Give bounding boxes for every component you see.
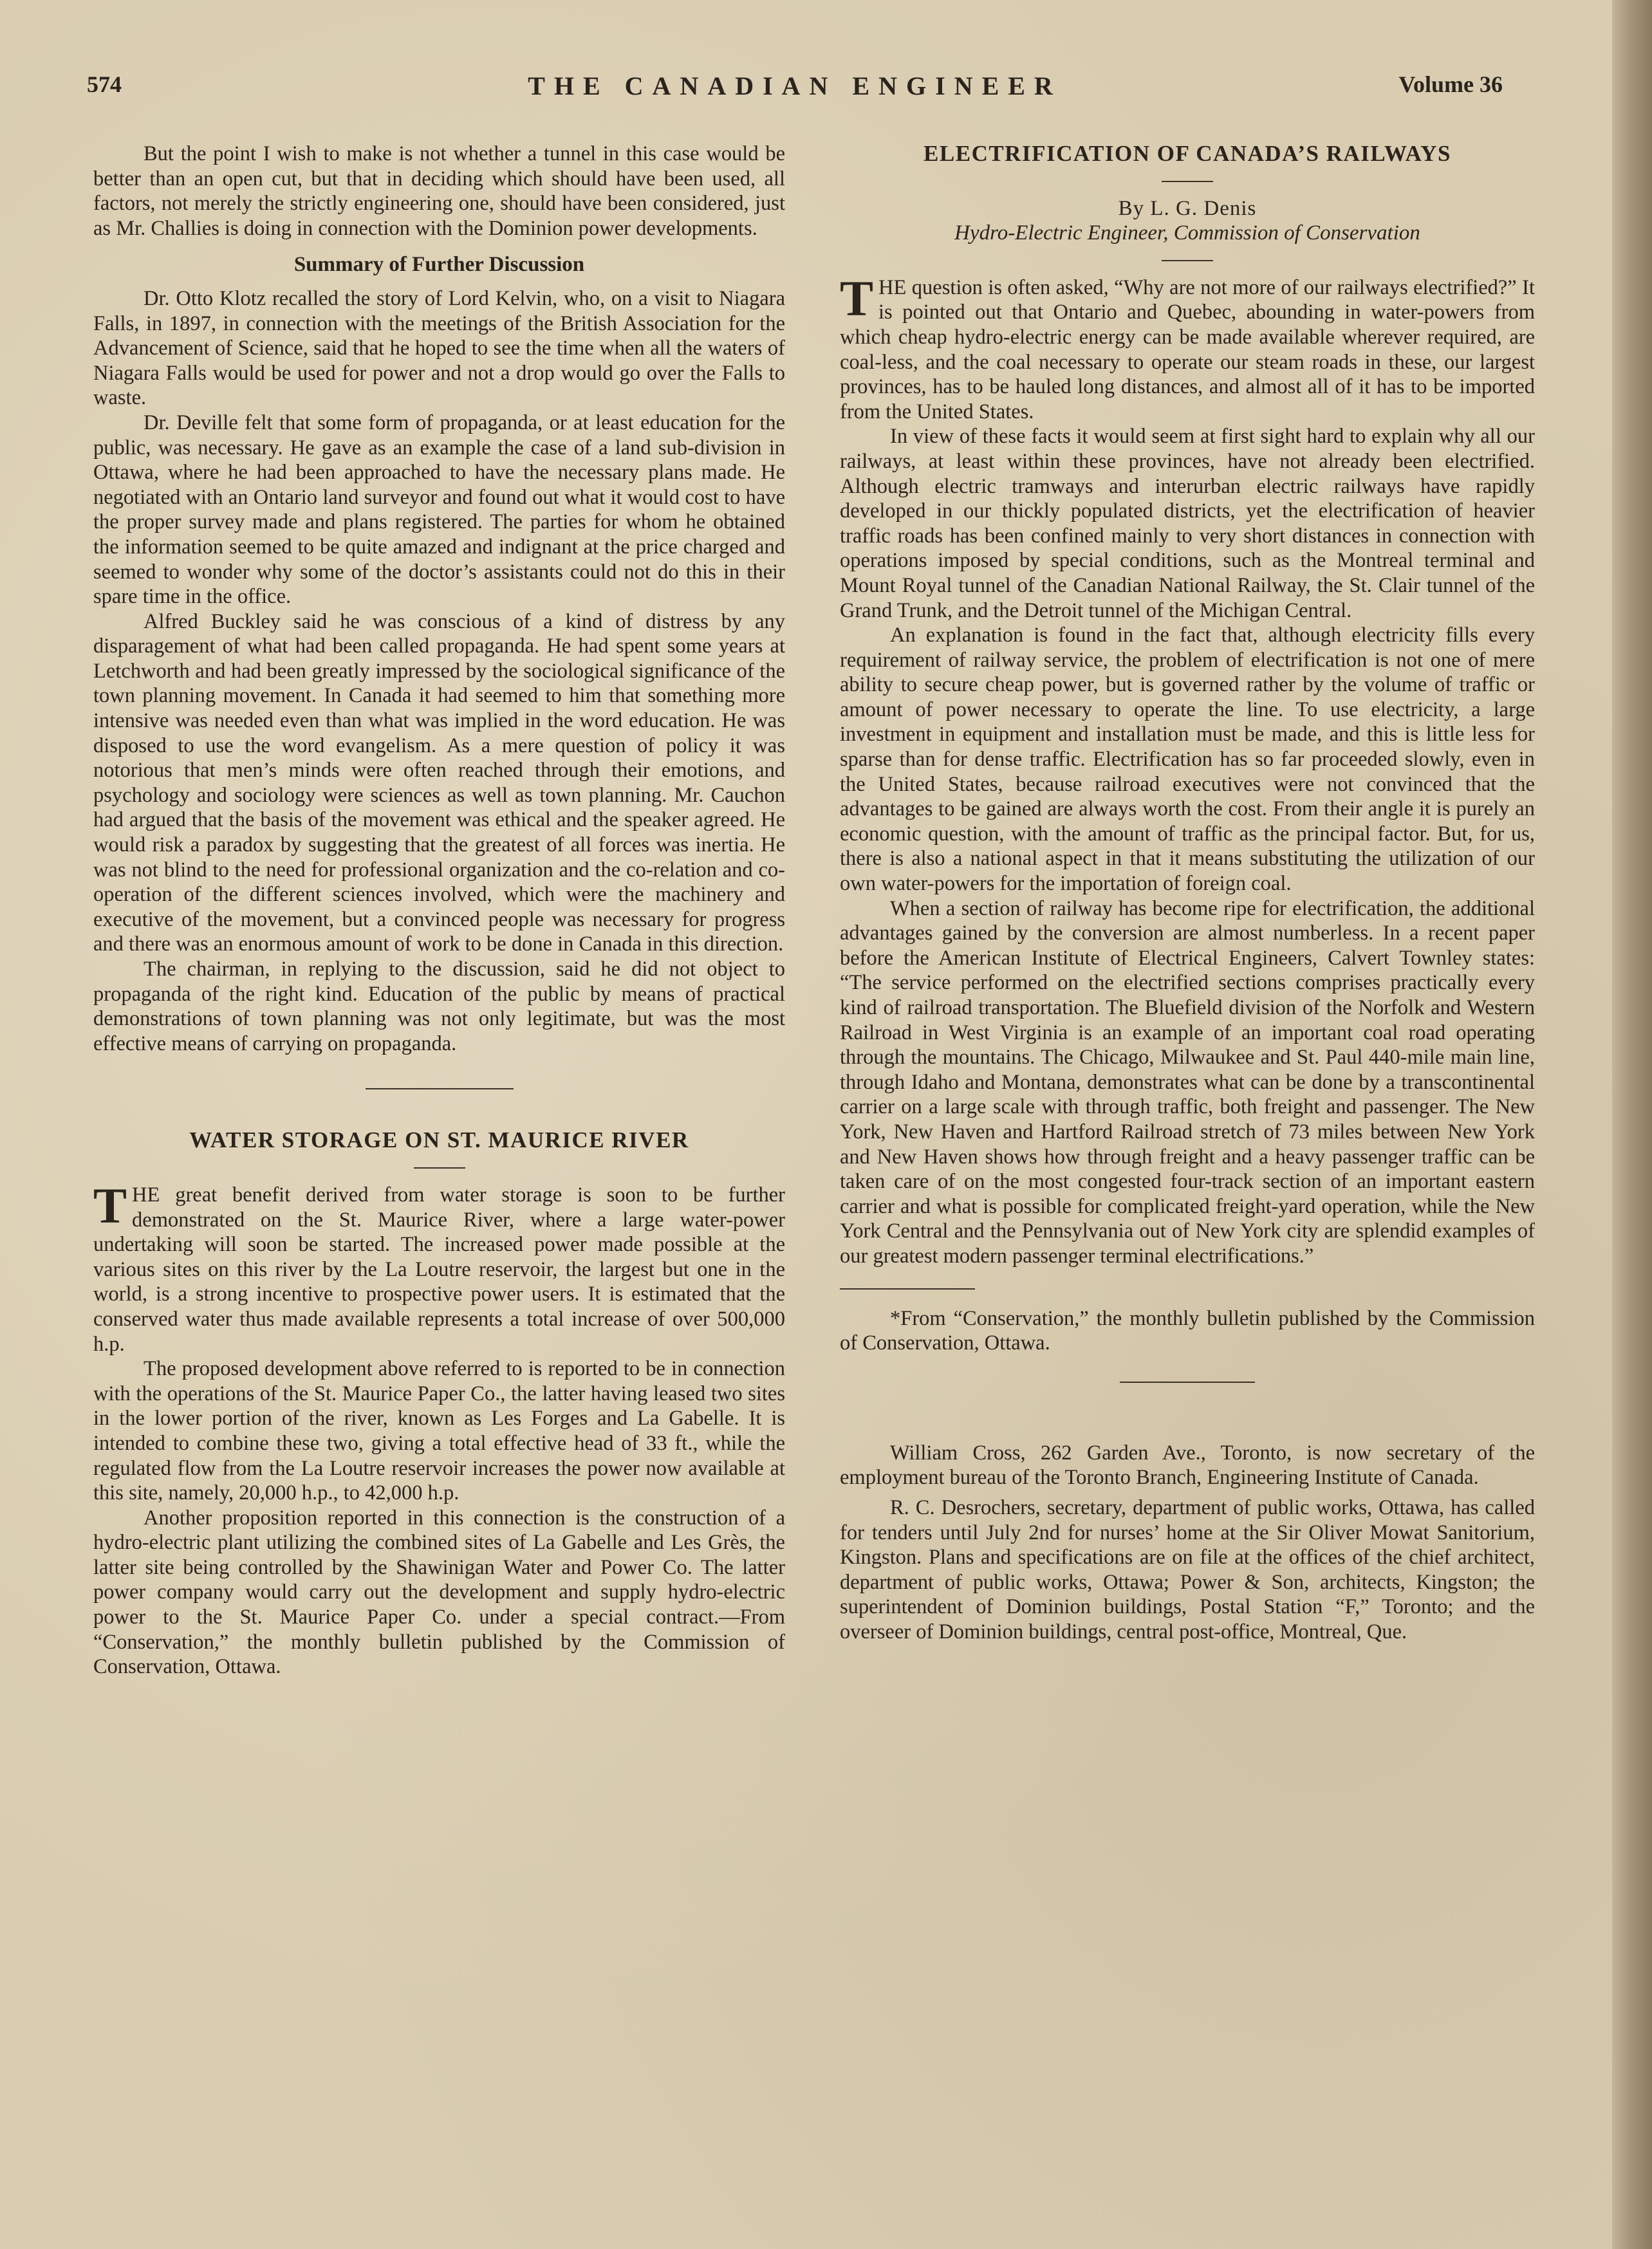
electrification-first-paragraph: THE question is often asked, “Why are not more of our railways electrified?” It is pointed out that Ontario and Quebec, abounding in water-powers from which cheap hydro-electric energy can be made available wherever required, are coal-less, and the coal necessary to operate our steam roads in these, our largest provinces, has to be hauled long distances, and almost all of it has to be imported from the United States. <box>840 270 1535 423</box>
right-column <box>840 142 1535 1644</box>
water-paragraph: Another proposition reported in this connection is the construction of a hydro-electric plant utilizing the combined sites of La Gabelle and Les Grès, the latter site being controlled by the Shawinigan Water and Power Co. The latter power company would carry out the development and supply hydro-electric power to the St. Maurice Paper Co. under a special contract.—From “Conservation,” the monthly bulletin published by the Commission of Conservation, Ottawa. <box>93 1506 785 1679</box>
news-item: William Cross, 262 Garden Ave., Toronto, is now secretary of the employment bureau of the Toronto Branch, Engineering Institute of Canada. <box>840 1441 1535 1490</box>
footnote-rule <box>840 1288 975 1290</box>
author-byline: By L. G. Denis <box>1118 196 1257 220</box>
page-number: 574 <box>87 71 122 97</box>
electrification-paragraph: When a section of railway has become ripe for electrification, the additional advantages gained by the conversion are almost numberless. In a recent paper before the American Institute of Electrical Engineers, Calvert Townley states: “The service performed on the electrified sections comprises practically every kind of railroad transportation. The Bluefield division of the Norfolk and Western Railroad in West Virginia is an example of an important coal road operating through the mountains. The Chicago, Milwaukee and St. Paul 440-mile main line, through Idaho and Montana, demonstrates what can be done by a transcontinental carrier on a large scale with through traffic, both freight and passenger. The New York, New Haven and Hartford Railroad stretch of 73 miles between New York and New Haven shows how through freight and a heavy passenger traffic can be taken care of on the most congested four-track section of an important eastern carrier and what is possible for complicated freight-yard operation, while the New York Central and the Pennsylvania out of New York city are splendid examples of our greatest modern passenger terminal electrifications.” <box>840 896 1535 1268</box>
title-rule <box>414 1167 465 1169</box>
summary-paragraph: Dr. Deville felt that some form of propaganda, or at least education for the public, was necessary. He gave as an example the case of a land sub-division in Ottawa, where he had been approached to have the necessary plans made. He negotiated with an Ontario land surveyor and found out what it would cost to have the proper survey made and plans registered. The parties for whom he obtained the information seemed to be quite amazed and indignant at the price charged and seemed to wonder why some of the doctor’s assistants could not do this in their spare time in the office. <box>93 411 785 609</box>
volume-label: Volume 36 <box>1398 71 1503 97</box>
drop-cap: T <box>93 1177 127 1234</box>
intro-paragraph: But the point I wish to make is not whether a tunnel in this case would be better than an open cut, but that in deciding which should have been used, all factors, not merely the strictly engineering one, should have been considered, just as Mr. Challies is doing in connection with the Dominion power developments. <box>93 142 785 240</box>
page-binding-edge <box>1612 0 1652 2249</box>
summary-paragraph: The chairman, in replying to the discussion, said he did not object to propaganda of the right kind. Education of the public by means of practical demonstrations of town planning was not only legitimate, but was the most effective means of carrying on propaganda. <box>93 958 785 1055</box>
electrification-paragraph: In view of these facts it would seem at first sight hard to explain why all our railways, at least within these provinces, have not already been electrified. Although electric tramways and interurban electric railways have rapidly developed in our thickly populated districts, yet the electrification of heavier traffic roads has been confined mainly to very short distances in connection with operations imposed by special conditions, such as the Montreal terminal and Mount Royal tunnel of the Canadian National Railway, the St. Clair tunnel of the Grand Trunk, and the Detroit tunnel of the Michigan Central. <box>840 425 1535 622</box>
byline-rule <box>1162 260 1213 261</box>
water-first-paragraph: THE great benefit derived from water storage is soon to be further demonstrated on the St. Maurice River, where a large water-power undertaking will soon be started. The increased power made possible at the various sites on this river by the La Loutre reservoir, the largest but one in the world, is a strong incentive to prospective power users. It is estimated that the conserved water thus made available represents a total increase of over 500,000 h.p. <box>93 1177 785 1356</box>
left-column <box>93 142 785 1680</box>
title-rule <box>1162 181 1213 182</box>
electrification-title: ELECTRIFICATION OF CANADA’S RAILWAYS <box>923 141 1451 166</box>
author-affiliation: Hydro-Electric Engineer, Commission of Conservation <box>954 221 1420 245</box>
water-paragraph: The proposed development above referred to is reported to be in connection with the operations of the St. Maurice Paper Co., the latter having leased two sites in the lower portion of the river, known as Les Forges and La Gabelle. It is intended to combine these two, giving a total effective head of 33 ft., while the regulated flow from the La Loutre reservoir increases the power now available at this site, namely, 20,000 h.p., to 42,000 h.p. <box>93 1357 785 1505</box>
section-divider <box>366 1088 514 1089</box>
footnote: *From “Conservation,” the monthly bulletin published by the Commission of Conservation, Ottawa. <box>840 1306 1535 1355</box>
section-divider <box>1120 1382 1255 1383</box>
electrification-paragraph: An explanation is found in the fact that, although electricity fills every requirement of railway service, the problem of electrification is not one of mere ability to secure cheap power, but is governed rather by the volume of traffic or amount of power necessary to operate the line. To use electricity, a large investment in equipment and installation must be made, and this is little less for sparse than for dense traffic. Electrification has so far proceeded slowly, even in the United States, because railroad executives were not convinced that the advantages to be gained are always worth the cost. From their angle it is purely an economic question, with the amount of traffic as the principal factor. But, for us, there is also a national aspect in that it means substituting the utilization of our own water-powers for the importation of foreign coal. <box>840 624 1535 896</box>
water-storage-title: WATER STORAGE ON ST. MAURICE RIVER <box>189 1127 689 1153</box>
summary-paragraph: Dr. Otto Klotz recalled the story of Lord Kelvin, who, on a visit to Niagara Falls, in 1897, in connection with the meetings of the British Association for the Advancement of Science, said that he hoped to see the time when all the waters of Niagara Falls would be used for power and not a drop would go over the Falls to waste. <box>93 286 785 410</box>
running-header <box>87 71 1503 103</box>
drop-cap: T <box>840 270 874 326</box>
summary-heading: Summary of Further Discussion <box>293 253 585 277</box>
news-item: R. C. Desrochers, secretary, department of public works, Ottawa, has called for tenders until July 2nd for nurses’ home at the Sir Oliver Mowat Sanitorium, Kingston. Plans and specifications are on file at the offices of the chief architect, department of public works, Ottawa; Power & Son, architects, Kingston; the superintendent of Dominion buildings, Postal Station “F,” Toronto; and the overseer of Dominion buildings, central post-office, Montreal, Que. <box>840 1495 1535 1643</box>
summary-paragraph: Alfred Buckley said he was conscious of a kind of distress by any disparagement of what had been called propaganda. He had spent some years at Letchworth and had been greatly impressed by the sociological significance of the town planning movement. In Canada it had seemed to him that something more intensive was needed even than what was implied in the word education. He was disposed to use the word evangelism. As a mere question of policy it was notorious that men’s minds were often reached through their emotions, and psychology and sociology were sciences as well as town planning. Mr. Cauchon had argued that the basis of the movement was ethical and the speaker agreed. He would risk a paradox by suggesting that the greatest of all forces was inertia. He was not blind to the need for professional organization and the co-relation and co-operation of the different sciences involved, which were the machinery and executive of the movement, but a convinced people was necessary for progress and there was an enormous amount of work to be done in Canada in this direction. <box>93 609 785 956</box>
publication-title: THE CANADIAN ENGINEER <box>528 71 1062 100</box>
